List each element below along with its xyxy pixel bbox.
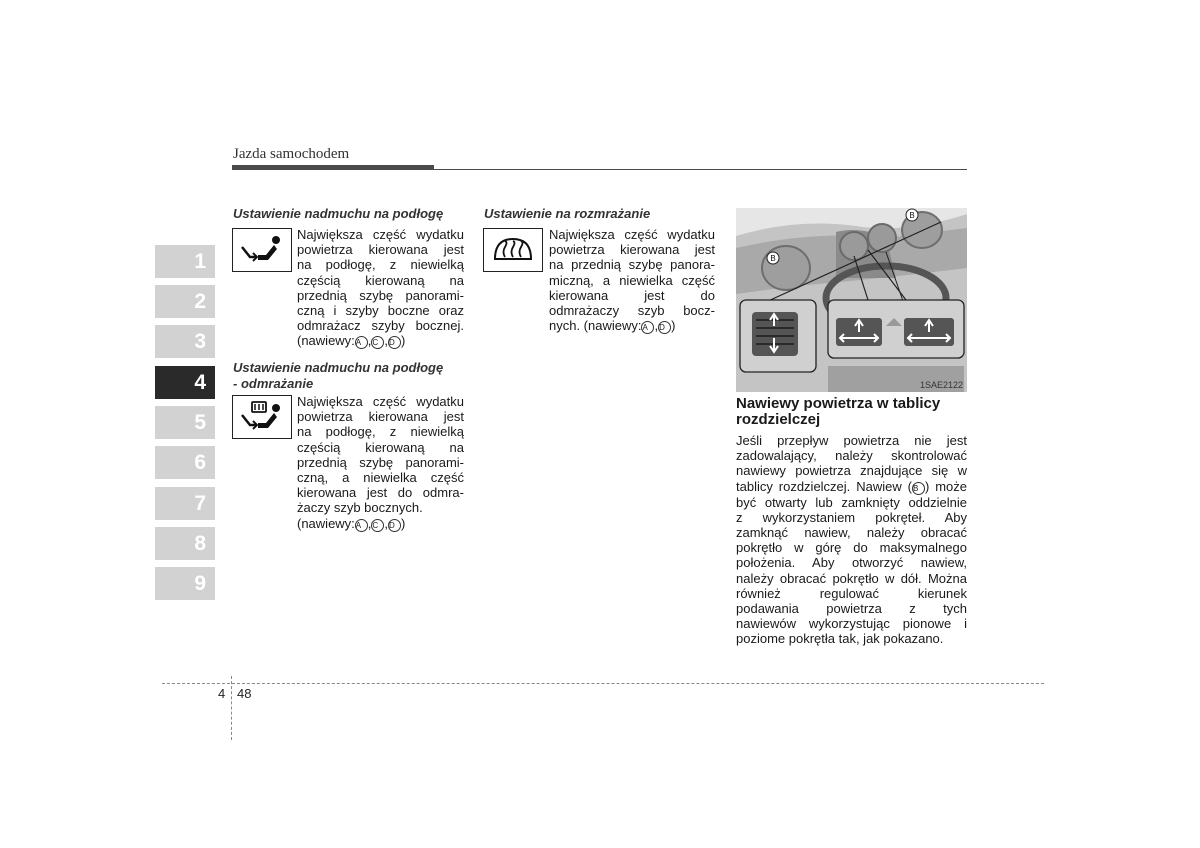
text-line: powietrza kierowana jest bbox=[549, 242, 715, 258]
section-title-floor-defrost bbox=[233, 360, 443, 392]
figure-label-b: B bbox=[770, 254, 776, 263]
text-line: również regulować kierunek bbox=[736, 585, 967, 601]
text-line: odmrażaczy szyb bocz- bbox=[549, 303, 715, 319]
chapter-tab-7[interactable]: 7 bbox=[155, 487, 215, 520]
vents-suffix: ) bbox=[401, 333, 406, 349]
text-fragment: ) może bbox=[924, 478, 967, 494]
vents-prefix: (nawiewy: bbox=[297, 515, 355, 531]
text-line: częścią kierowaną na bbox=[297, 272, 464, 288]
text-line: nawiewów wykorzystując pionowe i bbox=[736, 616, 967, 632]
text-line bbox=[736, 479, 967, 495]
windshield-defrost-icon bbox=[483, 228, 543, 272]
floor-defrost-icon bbox=[232, 395, 292, 439]
text-line: na podłogę, z niewielką bbox=[297, 257, 464, 273]
section-title-defrost: Ustawienie na rozmrażanie bbox=[484, 206, 651, 221]
text-line: odmrażacz szyby bocznej. bbox=[297, 318, 464, 334]
text-line: kierowana jest do bbox=[549, 287, 715, 303]
text-line: czną i szyby boczne oraz bbox=[297, 303, 464, 319]
text-line: należy obracać pokrętło w dół. Można bbox=[736, 570, 967, 586]
title-line: Nawiewy powietrza w tablicy bbox=[736, 395, 941, 412]
footer-chapter-number: 4 bbox=[218, 686, 226, 701]
vent-marker: D bbox=[658, 321, 671, 334]
vent-marker: C bbox=[371, 336, 384, 349]
vents-prefix: nych. (nawiewy: bbox=[549, 318, 642, 334]
vent-marker: D bbox=[388, 519, 401, 532]
vents-line: nych. (nawiewy:A ,D ) bbox=[549, 318, 676, 334]
floor-defrost-description bbox=[297, 394, 464, 532]
footer-rule bbox=[162, 683, 1044, 684]
chapter-tab-4[interactable]: 4 bbox=[155, 366, 215, 399]
title-line: Ustawienie nadmuchu na podłogę bbox=[233, 360, 444, 375]
text-line: nawiewy powietrza znajdujące się w bbox=[736, 463, 967, 479]
text-line: Największa część wydatku bbox=[297, 394, 464, 409]
section-title-floor: Ustawienie nadmuchu na podłogę bbox=[233, 206, 444, 221]
vents-suffix: ) bbox=[401, 515, 406, 531]
page-number: 48 bbox=[237, 686, 252, 701]
running-header: Jazda samochodem bbox=[233, 146, 350, 162]
text-line: miczną, a niewielka część bbox=[549, 272, 715, 288]
text-line: zadowalający, należy skontrolować bbox=[736, 448, 967, 464]
text-line: być otwarty lub zamknięty oddzielnie bbox=[736, 494, 967, 510]
text-line: podawania powietrza z tych bbox=[736, 601, 967, 617]
vents-prefix: (nawiewy: bbox=[297, 333, 355, 349]
floor-description bbox=[297, 227, 464, 349]
text-line: Największa część wydatku bbox=[297, 227, 464, 242]
vents-line: (nawiewy:A ,C ,D ) bbox=[297, 333, 406, 349]
text-line: na przednią szybę panora- bbox=[549, 257, 715, 273]
text-line: zamknąć nawiew, należy obracać bbox=[736, 525, 967, 541]
vents-line: (nawiewy:A ,C ,D ) bbox=[297, 515, 406, 531]
chapter-tab-6[interactable]: 6 bbox=[155, 446, 215, 479]
floor-vent-icon bbox=[232, 228, 292, 272]
header-rule-thin bbox=[434, 169, 967, 170]
text-line: żaczy szyb bocznych. bbox=[297, 500, 423, 516]
text-line: powietrza kierowana jest bbox=[297, 409, 464, 425]
vents-suffix: ) bbox=[671, 318, 676, 334]
defrost-description bbox=[549, 227, 715, 334]
section-title-dashboard-vents bbox=[736, 396, 940, 428]
vent-marker: A bbox=[355, 519, 368, 532]
text-line: Największa część wydatku bbox=[549, 227, 715, 242]
vent-marker: A bbox=[355, 336, 368, 349]
text-fragment: tablicy rozdzielczej. Nawiew ( bbox=[736, 478, 912, 494]
figure-label-b: B bbox=[909, 211, 915, 220]
text-line: powietrza kierowana jest bbox=[297, 242, 464, 258]
text-line: kierowana jest do odmra- bbox=[297, 485, 464, 501]
text-line: na podłogę, z niewielką bbox=[297, 424, 464, 440]
text-line: pokrętło w górę do maksymalnego bbox=[736, 540, 967, 556]
figure-caption: 1SAE2122 bbox=[920, 380, 964, 390]
vent-marker: C bbox=[371, 519, 384, 532]
text-line: Jeśli przepływ powietrza nie jest bbox=[736, 433, 967, 448]
title-line: rozdzielczej bbox=[736, 411, 821, 428]
chapter-tab-5[interactable]: 5 bbox=[155, 406, 215, 439]
header-rule-thick bbox=[232, 165, 434, 170]
text-line: częścią kierowaną na bbox=[297, 439, 464, 455]
vent-marker: D bbox=[388, 336, 401, 349]
chapter-tab-9[interactable]: 9 bbox=[155, 567, 215, 600]
text-line: położenia. Aby otworzyć nawiew, bbox=[736, 555, 967, 571]
text-line: poziome pokrętła tak, jak pokazano. bbox=[736, 631, 944, 647]
chapter-tab-1[interactable]: 1 bbox=[155, 245, 215, 278]
text-line: przednią szybę panorami- bbox=[297, 454, 464, 470]
text-line: z wykorzystaniem pokręteł. Aby bbox=[736, 509, 967, 525]
dashboard-vents-description bbox=[736, 433, 967, 647]
text-line: przednią szybę panorami- bbox=[297, 287, 464, 303]
title-line: - odmrażanie bbox=[233, 376, 314, 391]
vent-marker: B bbox=[912, 482, 925, 495]
chapter-tab-3[interactable]: 3 bbox=[155, 325, 215, 358]
vent-marker: A bbox=[641, 321, 654, 334]
text-line: czną, a niewielka część bbox=[297, 470, 464, 486]
chapter-tab-8[interactable]: 8 bbox=[155, 527, 215, 560]
footer-divider bbox=[231, 676, 232, 740]
chapter-tab-2[interactable]: 2 bbox=[155, 285, 215, 318]
dashboard-vents-figure bbox=[736, 208, 967, 392]
